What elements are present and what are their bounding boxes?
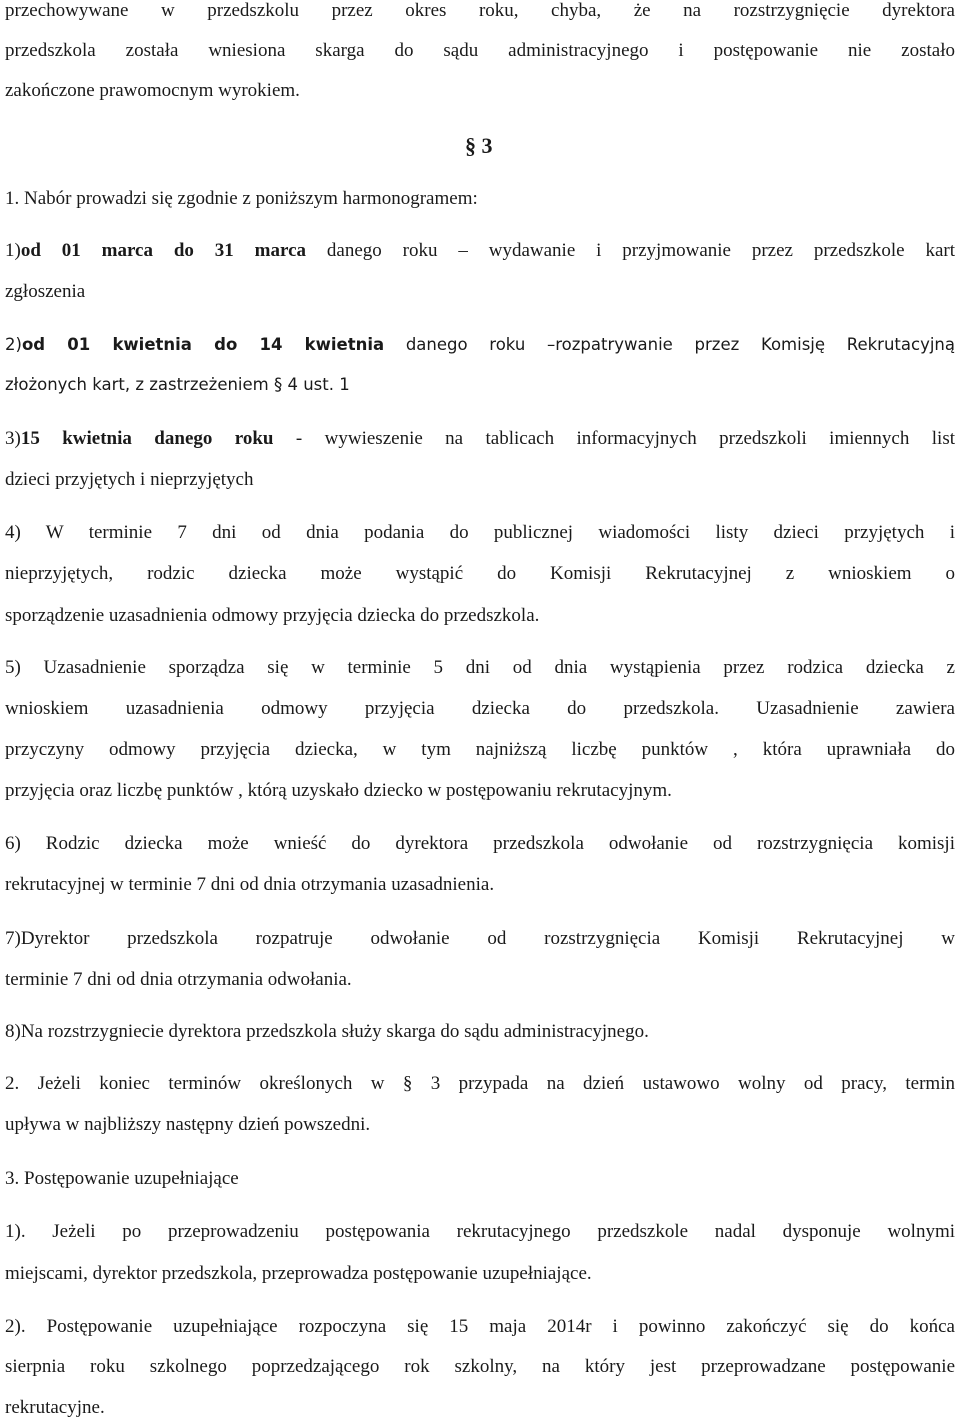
item-6-line-1: 6) Rodzic dziecka może wnieść do dyrektora przedszkola odwołanie od rozstrzygnięcia komisji xyxy=(5,833,955,854)
item-3-prefix: 3) xyxy=(5,428,21,449)
intro-line-2: przedszkola została wniesiona skarga do sądu administracyjnego i postępowanie nie zostało xyxy=(5,40,955,61)
subitem-2-line-3: rekrutacyjne. xyxy=(5,1397,105,1418)
subitem-2-line-1: 2). Postępowanie uzupełniające rozpoczyna się 15 maja 2014r i powinno zakończyć się do końca xyxy=(5,1316,955,1337)
item-2-bold: od 01 kwietnia do 14 kwietnia xyxy=(21,335,385,354)
subitem-1-line-2: miejscami, dyrektor przedszkola, przeprowadza postępowanie uzupełniające. xyxy=(5,1263,592,1284)
item-8: 8)Na rozstrzygniecie dyrektora przedszkola służy skarga do sądu administracyjnego. xyxy=(5,1021,649,1042)
paragraph-1-heading: 1. Nabór prowadzi się zgodnie z poniższym harmonogramem: xyxy=(5,188,478,209)
item-1-text: danego roku – wydawanie i przyjmowanie przez przedszkole kart xyxy=(306,240,955,261)
item-1-line-2: zgłoszenia xyxy=(5,281,86,302)
item-5-line-1: 5) Uzasadnienie sporządza się w terminie 5 dni od dnia wystąpienia przez rodzica dziecka z xyxy=(5,657,955,678)
paragraph-2-line-1: 2. Jeżeli koniec terminów określonych w § 3 przypada na dzień ustawowo wolny od pracy, termin xyxy=(5,1073,955,1094)
section-heading: § 3 xyxy=(465,133,493,158)
item-3 xyxy=(5,428,955,450)
item-3-line-2: dzieci przyjętych i nieprzyjętych xyxy=(5,469,254,490)
paragraph-2-line-2: upływa w najbliższy następny dzień powszedni. xyxy=(5,1114,371,1135)
item-1-prefix: 1) xyxy=(5,240,21,261)
intro-line-1: przechowywane w przedszkolu przez okres roku, chyba, że na rozstrzygnięcie dyrektora xyxy=(5,0,955,21)
item-4-line-2: nieprzyjętych, rodzic dziecka może wystąpić do Komisji Rekrutacyjnej z wnioskiem o xyxy=(5,563,955,584)
item-3-bold: 15 kwietnia danego roku xyxy=(20,428,274,449)
item-7-line-2: terminie 7 dni od dnia otrzymania odwołania. xyxy=(5,969,352,990)
item-5-line-3: przyczyny odmowy przyjęcia dziecka, w tym najniższą liczbę punktów , która uprawniała do xyxy=(5,739,955,760)
item-4-line-3: sporządzenie uzasadnienia odmowy przyjęcia dziecka do przedszkola. xyxy=(5,605,540,626)
item-7-line-1: 7)Dyrektor przedszkola rozpatruje odwołanie od rozstrzygnięcia Komisji Rekrutacyjnej w xyxy=(5,928,955,949)
item-2-prefix: 2) xyxy=(5,335,22,354)
item-3-text: - wywieszenie na tablicach informacyjnych przedszkoli imiennych list xyxy=(273,428,955,449)
item-1 xyxy=(5,240,955,262)
intro-line-3: zakończone prawomocnym wyrokiem. xyxy=(5,80,300,101)
item-5-line-2: wnioskiem uzasadnienia odmowy przyjęcia dziecka do przedszkola. Uzasadnienie zawiera xyxy=(5,698,955,719)
item-1-bold: od 01 marca do 31 marca xyxy=(20,240,307,261)
item-5-line-4: przyjęcia oraz liczbę punktów , którą uzyskało dziecko w postępowaniu rekrutacyjnym. xyxy=(5,780,672,801)
item-2-line-2: złożonych kart, z zastrzeżeniem § 4 ust. 1 xyxy=(5,375,350,394)
item-6-line-2: rekrutacyjnej w terminie 7 dni od dnia otrzymania uzasadnienia. xyxy=(5,874,495,895)
subitem-1-line-1: 1). Jeżeli po przeprowadzeniu postępowania rekrutacyjnego przedszkole nadal dysponuje wolnymi xyxy=(5,1221,955,1242)
item-2-text: danego roku –rozpatrywanie przez Komisję Rekrutacyjną xyxy=(384,335,955,354)
paragraph-3-heading: 3. Postępowanie uzupełniające xyxy=(5,1168,239,1189)
subitem-2-line-2: sierpnia roku szkolnego poprzedzającego rok szkolny, na który jest przeprowadzane postępowanie xyxy=(5,1356,955,1377)
item-4-line-1: 4) W terminie 7 dni od dnia podania do publicznej wiadomości listy dzieci przyjętych i xyxy=(5,522,955,543)
item-2 xyxy=(5,334,955,356)
